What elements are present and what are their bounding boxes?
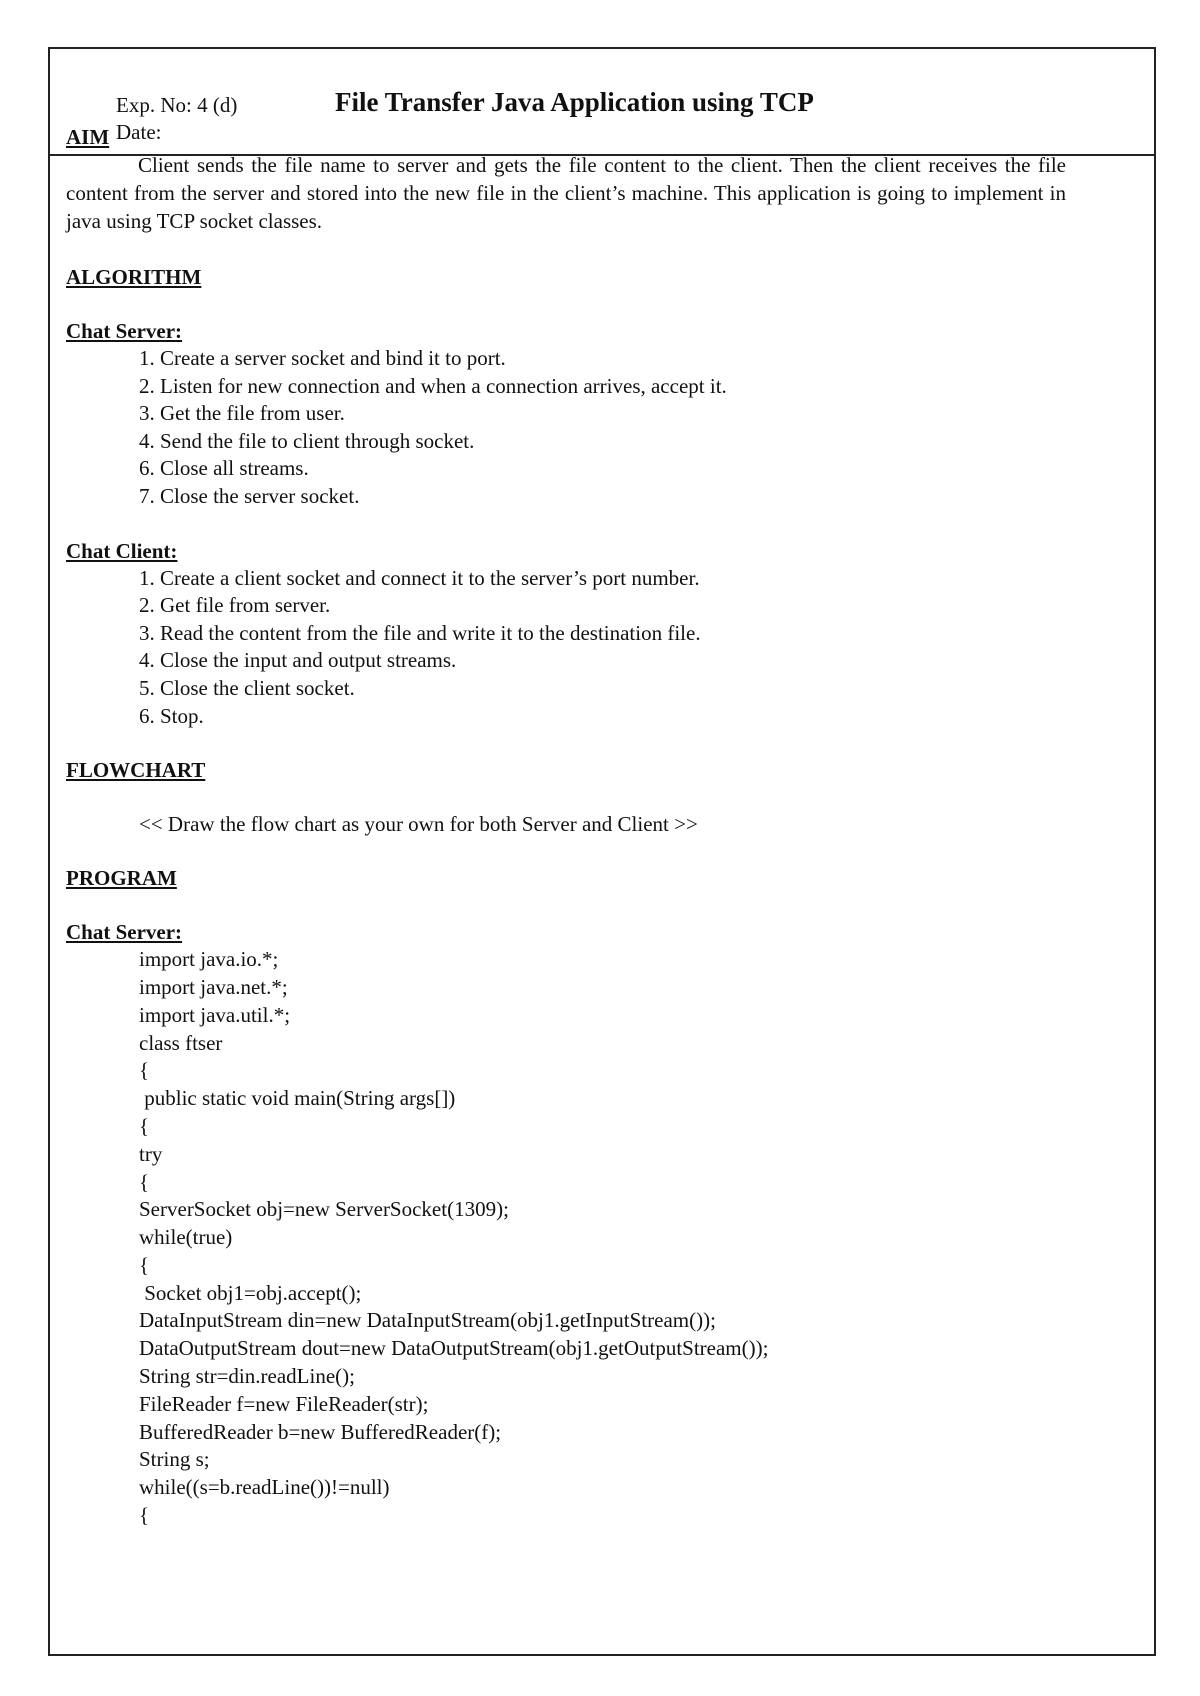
list-item: 1. Create a client socket and connect it to the server’s port number. bbox=[139, 565, 700, 590]
list-item: 5. Close the client socket. bbox=[139, 675, 355, 700]
code-line: { bbox=[139, 1058, 150, 1083]
list-item: 6. Stop. bbox=[139, 703, 204, 728]
code-line: import java.util.*; bbox=[139, 1002, 291, 1027]
server-steps-list bbox=[66, 345, 1066, 511]
algorithm-client-heading: Chat Client: bbox=[66, 538, 178, 563]
list-item: 3. Read the content from the file and write it to the destination file. bbox=[139, 620, 701, 645]
code-line: import java.io.*; bbox=[139, 947, 279, 972]
code-line: { bbox=[139, 1113, 150, 1138]
list-item: 6. Close all streams. bbox=[139, 456, 309, 481]
code-line: { bbox=[139, 1252, 150, 1277]
document-body bbox=[66, 123, 1066, 1530]
list-item: 4. Close the input and output streams. bbox=[139, 648, 457, 673]
algorithm-heading: ALGORITHM bbox=[66, 265, 202, 289]
code-line: public static void main(String args[]) bbox=[139, 1086, 456, 1111]
code-line: import java.net.*; bbox=[139, 974, 288, 999]
code-line: class ftser bbox=[139, 1030, 223, 1055]
list-item: 3. Get the file from user. bbox=[139, 401, 345, 426]
list-item: 2. Get file from server. bbox=[139, 593, 331, 618]
code-line: try bbox=[139, 1141, 163, 1166]
code-line: String s; bbox=[139, 1447, 210, 1472]
code-line: FileReader f=new FileReader(str); bbox=[139, 1391, 429, 1416]
code-line: ServerSocket obj=new ServerSocket(1309); bbox=[139, 1197, 509, 1222]
code-line: while(true) bbox=[139, 1225, 233, 1250]
date-label: Date: bbox=[116, 120, 162, 144]
page-title: File Transfer Java Application using TCP bbox=[335, 87, 814, 117]
code-line: Socket obj1=obj.accept(); bbox=[139, 1280, 362, 1305]
flowchart-heading: FLOWCHART bbox=[66, 758, 206, 783]
program-heading: PROGRAM bbox=[66, 866, 177, 891]
code-line: { bbox=[139, 1169, 150, 1194]
flowchart-note: << Draw the flow chart as your own for both Server and Client >> bbox=[139, 812, 698, 837]
algorithm-server-heading: Chat Server: bbox=[66, 319, 183, 343]
code-line: DataOutputStream dout=new DataOutputStream(obj1.getOutputStream()); bbox=[139, 1336, 769, 1361]
list-item: 2. Listen for new connection and when a connection arrives, accept it. bbox=[139, 373, 727, 398]
code-line: BufferedReader b=new BufferedReader(f); bbox=[139, 1419, 502, 1444]
code-line: { bbox=[139, 1503, 150, 1528]
code-line: String str=din.readLine(); bbox=[139, 1364, 355, 1389]
experiment-number: Exp. No: 4 (d) bbox=[116, 93, 238, 117]
aim-heading: AIM bbox=[66, 125, 110, 149]
program-server-heading: Chat Server: bbox=[66, 920, 183, 945]
code-line: DataInputStream din=new DataInputStream(obj1.getInputStream()); bbox=[139, 1308, 716, 1333]
list-item: 4. Send the file to client through socket. bbox=[139, 428, 475, 453]
list-item: 7. Close the server socket. bbox=[139, 483, 360, 508]
client-steps-list bbox=[66, 565, 1066, 731]
aim-text: Client sends the file name to server and gets the file content to the client. Then the client receives the file content from the server and stored into the new file in the client’s machine. This application is going to implement in java using TCP socket classes. bbox=[66, 153, 1066, 233]
code-line: while((s=b.readLine())!=null) bbox=[139, 1475, 390, 1500]
server-code-block bbox=[66, 946, 1066, 1530]
list-item: 1. Create a server socket and bind it to port. bbox=[139, 346, 506, 370]
